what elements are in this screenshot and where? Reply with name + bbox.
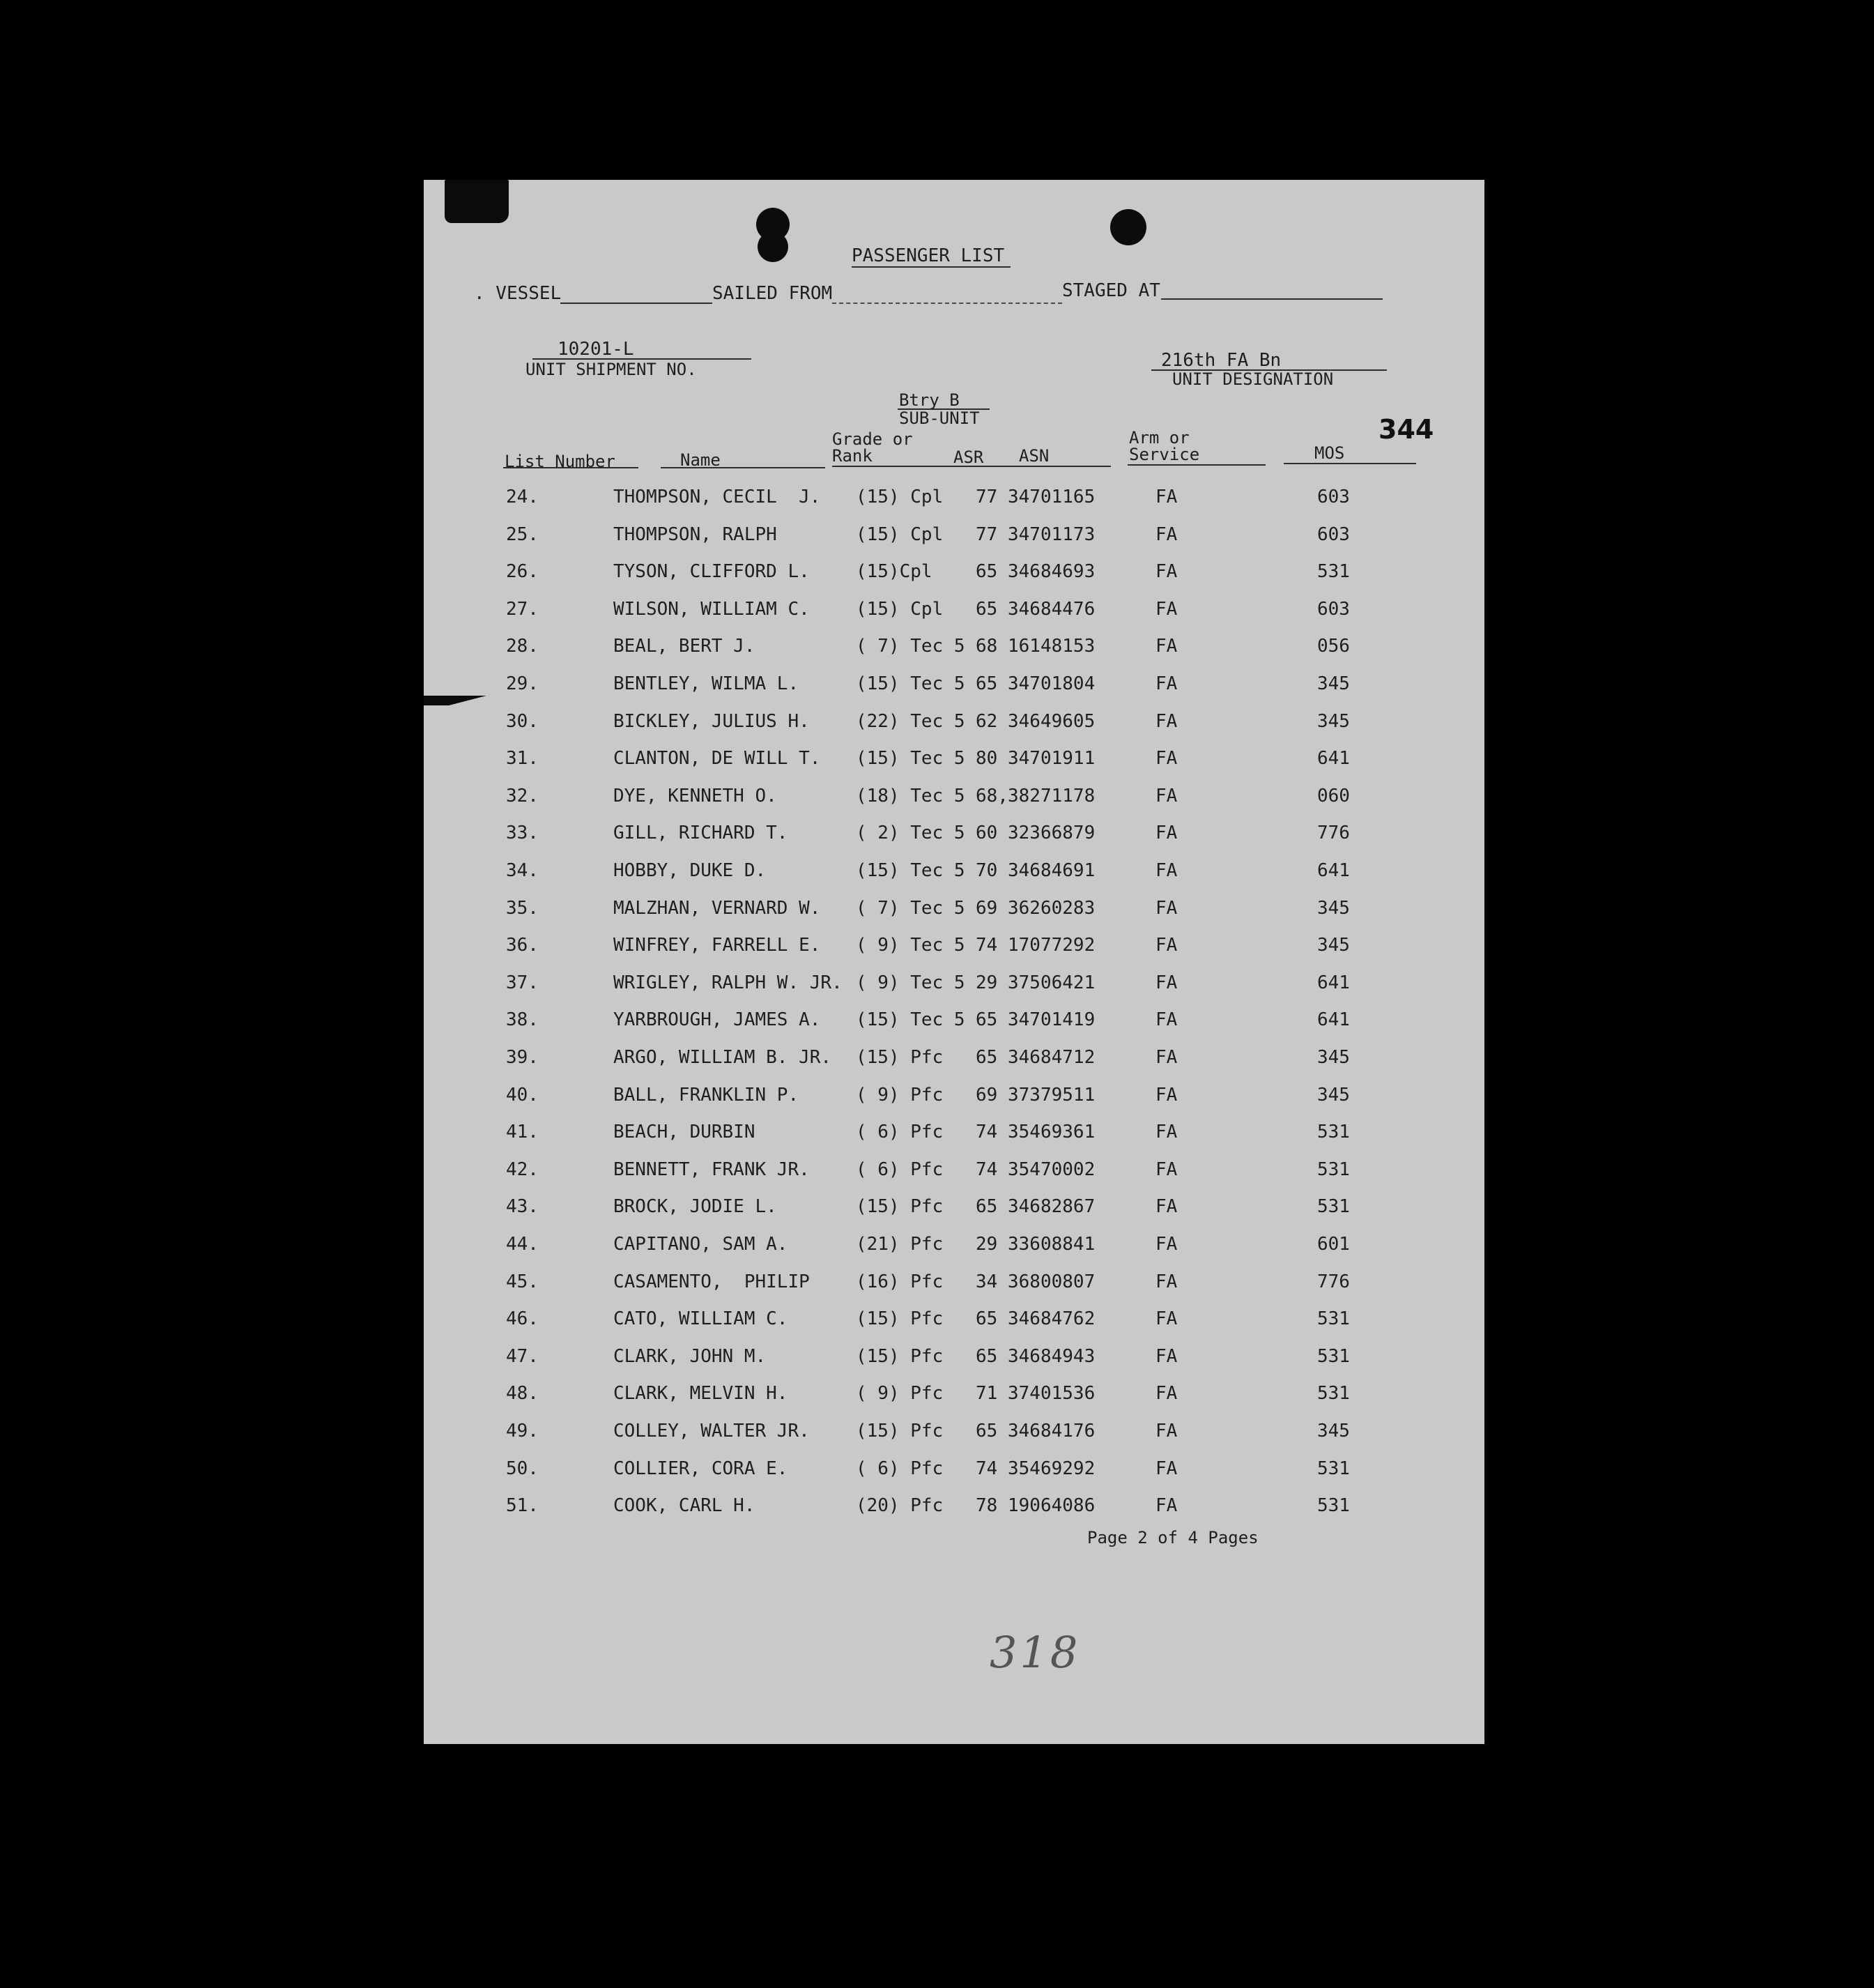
mos-cell: 776 (1317, 823, 1350, 843)
name-cell: WRIGLEY, RALPH W. JR. (613, 972, 843, 993)
list-number-cell: 24. (506, 487, 539, 507)
asn-cell: 19064086 (1008, 1495, 1096, 1516)
grade-cell: ( 9) Tec 5 (856, 972, 965, 993)
arm-cell: FA (1155, 823, 1178, 843)
list-number-cell: 28. (506, 636, 539, 657)
asn-cell: 35470002 (1008, 1159, 1096, 1180)
col-mos: MOS (1314, 443, 1345, 463)
asn-cell: 38271178 (1008, 786, 1096, 806)
document-title: PASSENGER LIST (852, 245, 1005, 266)
table-row (424, 745, 1484, 773)
asr-cell: 68 (976, 636, 998, 657)
asr-cell: 62 (976, 711, 998, 732)
arm-cell: FA (1155, 487, 1178, 507)
mos-cell: 601 (1317, 1234, 1350, 1255)
grade-cell: ( 9) Pfc (856, 1085, 944, 1106)
list-number-cell: 33. (506, 823, 539, 843)
table-row (424, 708, 1484, 736)
asr-cell: 29 (976, 1234, 998, 1255)
arm-cell: FA (1155, 599, 1178, 620)
asr-cell: 78 (976, 1495, 998, 1516)
asr-cell: 77 (976, 487, 998, 507)
list-number-cell: 31. (506, 748, 539, 769)
list-number-cell: 43. (506, 1196, 539, 1217)
arm-cell: FA (1155, 636, 1178, 657)
grade-cell: ( 9) Pfc (856, 1383, 944, 1404)
grade-cell: (15) Tec 5 (856, 748, 965, 769)
name-cell: BICKLEY, JULIUS H. (613, 711, 810, 732)
asn-cell: 34684476 (1008, 599, 1096, 620)
asn-cell: 34684691 (1008, 860, 1096, 881)
name-cell: HOBBY, DUKE D. (613, 860, 767, 881)
stamped-page-number: 344 (1378, 414, 1434, 445)
mos-cell: 345 (1317, 1085, 1350, 1106)
name-cell: CASAMENTO, PHILIP (613, 1271, 810, 1292)
col-list-number: List Number (505, 452, 615, 471)
list-number-cell: 49. (506, 1421, 539, 1442)
grade-cell: ( 6) Pfc (856, 1159, 944, 1180)
mos-cell: 531 (1317, 1122, 1350, 1142)
arm-cell: FA (1155, 524, 1178, 545)
mos-cell: 531 (1317, 1458, 1350, 1479)
arm-cell: FA (1155, 1421, 1178, 1442)
asr-cell: 65 (976, 599, 998, 620)
name-cell: DYE, KENNETH O. (613, 786, 777, 806)
mos-cell: 531 (1317, 1495, 1350, 1516)
grade-cell: (15) Cpl (856, 487, 944, 507)
name-cell: COOK, CARL H. (613, 1495, 755, 1516)
arm-cell: FA (1155, 972, 1178, 993)
asr-cell: 74 (976, 935, 998, 956)
name-cell: BENNETT, FRANK JR. (613, 1159, 810, 1180)
arm-cell: FA (1155, 1458, 1178, 1479)
name-cell: CAPITANO, SAM A. (613, 1234, 788, 1255)
grade-cell: (15) Tec 5 (856, 1009, 965, 1030)
asr-cell: 65 (976, 1196, 998, 1217)
name-cell: CLANTON, DE WILL T. (613, 748, 821, 769)
handwritten-number: 318 (990, 1627, 1081, 1678)
name-cell: ARGO, WILLIAM B. JR. (613, 1047, 832, 1068)
grade-cell: (15) Cpl (856, 599, 944, 620)
grade-cell: ( 6) Pfc (856, 1122, 944, 1142)
name-cell: BROCK, JODIE L. (613, 1196, 777, 1217)
name-cell: WINFREY, FARRELL E. (613, 935, 821, 956)
col-asr: ASR (953, 448, 984, 467)
asn-cell: 37379511 (1008, 1085, 1096, 1106)
list-number-cell: 36. (506, 935, 539, 956)
arm-cell: FA (1155, 1122, 1178, 1142)
name-cell: THOMPSON, RALPH (613, 524, 777, 545)
mos-cell: 345 (1317, 1421, 1350, 1442)
name-cell: CATO, WILLIAM C. (613, 1308, 788, 1329)
table-row (424, 671, 1484, 698)
asr-cell: 65 (976, 1346, 998, 1367)
name-cell: BENTLEY, WILMA L. (613, 673, 799, 694)
list-number-cell: 35. (506, 898, 539, 919)
name-cell: YARBROUGH, JAMES A. (613, 1009, 821, 1030)
name-cell: THOMPSON, CECIL J. (613, 487, 821, 507)
grade-cell: (22) Tec 5 (856, 711, 965, 732)
list-number-cell: 29. (506, 673, 539, 694)
name-cell: COLLEY, WALTER JR. (613, 1421, 810, 1442)
list-number-cell: 42. (506, 1159, 539, 1180)
list-number-cell: 27. (506, 599, 539, 620)
asr-cell: 71 (976, 1383, 998, 1404)
asr-cell: 74 (976, 1159, 998, 1180)
asr-cell: 34 (976, 1271, 998, 1292)
table-row (424, 596, 1484, 624)
name-cell: TYSON, CLIFFORD L. (613, 561, 810, 582)
mos-cell: 641 (1317, 748, 1350, 769)
mos-cell: 603 (1317, 599, 1350, 620)
staged-at-label: STAGED AT (1062, 280, 1160, 301)
unit-designation-label: UNIT DESIGNATION (1172, 369, 1334, 389)
col-arm-line2: Service (1129, 445, 1200, 464)
list-number-cell: 40. (506, 1085, 539, 1106)
asn-cell: 35469361 (1008, 1122, 1096, 1142)
table-row (424, 932, 1484, 960)
document-page (424, 180, 1484, 1744)
grade-cell: (15) Cpl (856, 524, 944, 545)
table-row (424, 484, 1484, 512)
asr-cell: 80 (976, 748, 998, 769)
grade-cell: (15) Tec 5 (856, 860, 965, 881)
arm-cell: FA (1155, 1495, 1178, 1516)
page-footer: Page 2 of 4 Pages (1087, 1528, 1259, 1547)
asn-cell: 35469292 (1008, 1458, 1096, 1479)
asr-cell: 60 (976, 823, 998, 843)
grade-cell: ( 2) Tec 5 (856, 823, 965, 843)
arm-cell: FA (1155, 673, 1178, 694)
table-row (424, 1082, 1484, 1110)
grade-cell: (15)Cpl (856, 561, 932, 582)
list-number-cell: 38. (506, 1009, 539, 1030)
mos-cell: 531 (1317, 561, 1350, 582)
arm-cell: FA (1155, 1047, 1178, 1068)
asr-cell: 70 (976, 860, 998, 881)
mos-cell: 531 (1317, 1196, 1350, 1217)
grade-cell: ( 6) Pfc (856, 1458, 944, 1479)
list-number-cell: 50. (506, 1458, 539, 1479)
table-row (424, 633, 1484, 661)
vessel-label: . VESSEL (474, 283, 562, 304)
asn-cell: 34701911 (1008, 748, 1096, 769)
grade-cell: (15) Pfc (856, 1047, 944, 1068)
asn-cell: 34701804 (1008, 673, 1096, 694)
asn-cell: 36260283 (1008, 898, 1096, 919)
asn-cell: 34684943 (1008, 1346, 1096, 1367)
list-number-cell: 26. (506, 561, 539, 582)
table-row (424, 1306, 1484, 1333)
grade-cell: (18) Tec 5 (856, 786, 965, 806)
table-row (424, 1269, 1484, 1297)
table-row (424, 1343, 1484, 1371)
col-arm-line1: Arm or (1129, 428, 1190, 448)
arm-cell: FA (1155, 786, 1178, 806)
arm-cell: FA (1155, 1196, 1178, 1217)
arm-cell: FA (1155, 860, 1178, 881)
arm-cell: FA (1155, 935, 1178, 956)
asr-cell: 29 (976, 972, 998, 993)
grade-cell: ( 7) Tec 5 (856, 898, 965, 919)
grade-cell: ( 9) Tec 5 (856, 935, 965, 956)
list-number-cell: 34. (506, 860, 539, 881)
name-cell: BALL, FRANKLIN P. (613, 1085, 799, 1106)
mos-cell: 603 (1317, 524, 1350, 545)
table-row (424, 1492, 1484, 1520)
name-cell: BEACH, DURBIN (613, 1122, 755, 1142)
grade-cell: (15) Pfc (856, 1346, 944, 1367)
list-number-cell: 47. (506, 1346, 539, 1367)
table-row (424, 1455, 1484, 1483)
asn-cell: 34682867 (1008, 1196, 1096, 1217)
arm-cell: FA (1155, 1234, 1178, 1255)
table-row (424, 1231, 1484, 1259)
subunit-label: SUB-UNIT (899, 408, 980, 428)
table-row (424, 820, 1484, 848)
arm-cell: FA (1155, 1159, 1178, 1180)
asr-cell: 65 (976, 1009, 998, 1030)
asn-cell: 32366879 (1008, 823, 1096, 843)
table-row (424, 521, 1484, 549)
mos-cell: 345 (1317, 898, 1350, 919)
table-row (424, 895, 1484, 923)
shipment-label: UNIT SHIPMENT NO. (525, 360, 697, 379)
asn-cell: 16148153 (1008, 636, 1096, 657)
mos-cell: 531 (1317, 1308, 1350, 1329)
col-name: Name (680, 450, 721, 470)
arm-cell: FA (1155, 561, 1178, 582)
list-number-cell: 30. (506, 711, 539, 732)
table-row (424, 783, 1484, 811)
arm-cell: FA (1155, 711, 1178, 732)
table-row (424, 857, 1484, 885)
asn-cell: 34684712 (1008, 1047, 1096, 1068)
unit-designation-value: 216th FA Bn (1161, 350, 1282, 371)
asr-cell: 65 (976, 673, 998, 694)
arm-cell: FA (1155, 748, 1178, 769)
asn-cell: 34684762 (1008, 1308, 1096, 1329)
asr-cell: 68, (976, 786, 1008, 806)
table-row (424, 1156, 1484, 1184)
grade-cell: (15) Pfc (856, 1196, 944, 1217)
asr-cell: 69 (976, 898, 998, 919)
asn-cell: 34649605 (1008, 711, 1096, 732)
mos-cell: 776 (1317, 1271, 1350, 1292)
grade-cell: (15) Pfc (856, 1421, 944, 1442)
name-cell: GILL, RICHARD T. (613, 823, 788, 843)
table-row (424, 1044, 1484, 1072)
asn-cell: 34701173 (1008, 524, 1096, 545)
name-cell: COLLIER, CORA E. (613, 1458, 788, 1479)
grade-cell: (15) Tec 5 (856, 673, 965, 694)
list-number-cell: 44. (506, 1234, 539, 1255)
name-cell: CLARK, JOHN M. (613, 1346, 767, 1367)
arm-cell: FA (1155, 1085, 1178, 1106)
asn-cell: 34701165 (1008, 487, 1096, 507)
subunit-value: Btry B (899, 390, 960, 410)
asr-cell: 65 (976, 1421, 998, 1442)
mos-cell: 641 (1317, 1009, 1350, 1030)
asn-cell: 33608841 (1008, 1234, 1096, 1255)
mos-cell: 603 (1317, 487, 1350, 507)
grade-cell: ( 7) Tec 5 (856, 636, 965, 657)
asr-cell: 69 (976, 1085, 998, 1106)
asn-cell: 37401536 (1008, 1383, 1096, 1404)
grade-cell: (20) Pfc (856, 1495, 944, 1516)
mos-cell: 531 (1317, 1159, 1350, 1180)
asr-cell: 65 (976, 1308, 998, 1329)
col-grade-line1: Grade or (832, 429, 913, 449)
grade-cell: (21) Pfc (856, 1234, 944, 1255)
list-number-cell: 46. (506, 1308, 539, 1329)
mos-cell: 345 (1317, 1047, 1350, 1068)
table-row (424, 558, 1484, 586)
name-cell: CLARK, MELVIN H. (613, 1383, 788, 1404)
shipment-number: 10201-L (558, 339, 634, 360)
asr-cell: 77 (976, 524, 998, 545)
asn-cell: 34684693 (1008, 561, 1096, 582)
asn-cell: 37506421 (1008, 972, 1096, 993)
mos-cell: 345 (1317, 711, 1350, 732)
col-asn: ASN (1019, 446, 1050, 466)
table-row (424, 1193, 1484, 1221)
asr-cell: 65 (976, 1047, 998, 1068)
asr-cell: 74 (976, 1122, 998, 1142)
list-number-cell: 48. (506, 1383, 539, 1404)
table-row (424, 970, 1484, 997)
mos-cell: 345 (1317, 935, 1350, 956)
grade-cell: (16) Pfc (856, 1271, 944, 1292)
arm-cell: FA (1155, 1308, 1178, 1329)
asr-cell: 65 (976, 561, 998, 582)
list-number-cell: 41. (506, 1122, 539, 1142)
list-number-cell: 39. (506, 1047, 539, 1068)
name-cell: WILSON, WILLIAM C. (613, 599, 810, 620)
table-row (424, 1119, 1484, 1147)
arm-cell: FA (1155, 898, 1178, 919)
table-row (424, 1007, 1484, 1034)
list-number-cell: 51. (506, 1495, 539, 1516)
mos-cell: 531 (1317, 1383, 1350, 1404)
arm-cell: FA (1155, 1271, 1178, 1292)
arm-cell: FA (1155, 1346, 1178, 1367)
asn-cell: 34684176 (1008, 1421, 1096, 1442)
arm-cell: FA (1155, 1009, 1178, 1030)
col-grade-line2: Rank (832, 446, 873, 466)
mos-cell: 056 (1317, 636, 1350, 657)
sailed-from-label: SAILED FROM (712, 283, 833, 304)
list-number-cell: 25. (506, 524, 539, 545)
list-number-cell: 37. (506, 972, 539, 993)
table-row (424, 1380, 1484, 1408)
passenger-table (424, 180, 1484, 1744)
list-number-cell: 32. (506, 786, 539, 806)
grade-cell: (15) Pfc (856, 1308, 944, 1329)
asn-cell: 34701419 (1008, 1009, 1096, 1030)
asn-cell: 36800807 (1008, 1271, 1096, 1292)
asn-cell: 17077292 (1008, 935, 1096, 956)
mos-cell: 641 (1317, 972, 1350, 993)
mos-cell: 641 (1317, 860, 1350, 881)
asr-cell: 74 (976, 1458, 998, 1479)
mos-cell: 531 (1317, 1346, 1350, 1367)
table-row (424, 1418, 1484, 1446)
mos-cell: 345 (1317, 673, 1350, 694)
mos-cell: 060 (1317, 786, 1350, 806)
arm-cell: FA (1155, 1383, 1178, 1404)
name-cell: MALZHAN, VERNARD W. (613, 898, 821, 919)
list-number-cell: 45. (506, 1271, 539, 1292)
name-cell: BEAL, BERT J. (613, 636, 755, 657)
